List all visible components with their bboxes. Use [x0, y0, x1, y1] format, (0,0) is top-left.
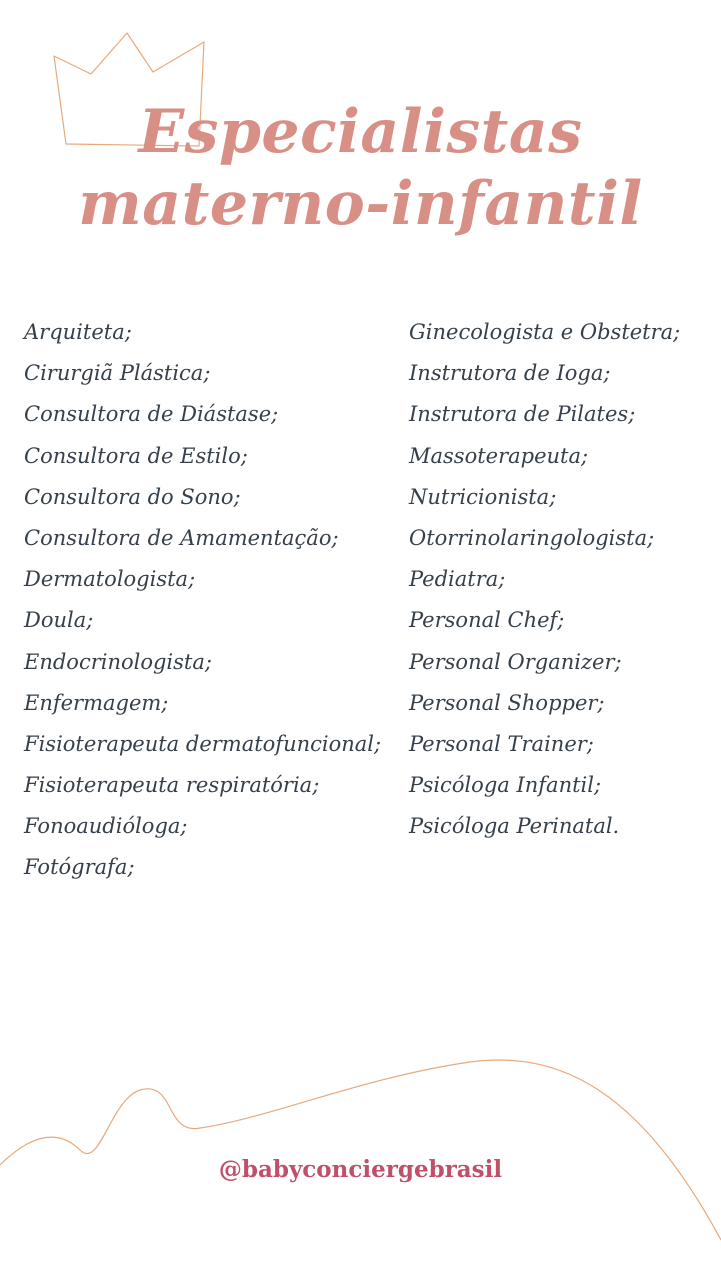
instagram-handle[interactable]: @babyconciergebrasil [218, 1156, 503, 1183]
list-item: Doula; [24, 608, 94, 633]
list-item: Fonoaudióloga; [24, 814, 188, 839]
list-item: Fisioterapeuta respiratória; [24, 773, 320, 798]
title-line-1: Especialistas [138, 97, 583, 167]
list-item: Nutricionista; [409, 484, 557, 509]
list-item: Pediatra; [409, 567, 506, 592]
list-item: Cirurgiã Plástica; [24, 361, 211, 386]
list-item: Massoterapeuta; [409, 443, 589, 468]
list-item: Fisioterapeuta dermatofuncional; [24, 731, 382, 756]
list-item: Personal Trainer; [409, 731, 594, 756]
list-item: Ginecologista e Obstetra; [409, 320, 681, 344]
list-item: Personal Shopper; [409, 690, 605, 715]
list-item: Psicóloga Infantil; [409, 773, 602, 798]
list-item: Consultora do Sono; [24, 484, 241, 509]
list-item: Personal Chef; [409, 608, 565, 633]
page-title [0, 96, 721, 240]
list-item: Instrutora de Pilates; [409, 402, 636, 427]
specialists-list-left [24, 312, 399, 889]
list-item: Enfermagem; [24, 690, 169, 715]
list-item: Endocrinologista; [24, 649, 212, 674]
list-item: Consultora de Estilo; [24, 443, 248, 468]
list-item: Otorrinolaringologista; [409, 525, 655, 550]
list-item: Instrutora de Ioga; [409, 361, 611, 386]
list-item: Dermatologista; [24, 567, 196, 592]
list-item: Arquiteta; [24, 320, 132, 344]
wave-line-icon [0, 1060, 721, 1240]
specialists-list-right [409, 312, 715, 847]
list-item: Consultora de Amamentação; [24, 525, 339, 550]
list-item: Personal Organizer; [409, 649, 622, 674]
title-line-2: materno-infantil [78, 169, 643, 239]
list-item: Psicóloga Perinatal. [409, 814, 620, 839]
list-item: Fotógrafa; [24, 855, 135, 880]
list-item: Consultora de Diástase; [24, 402, 279, 427]
